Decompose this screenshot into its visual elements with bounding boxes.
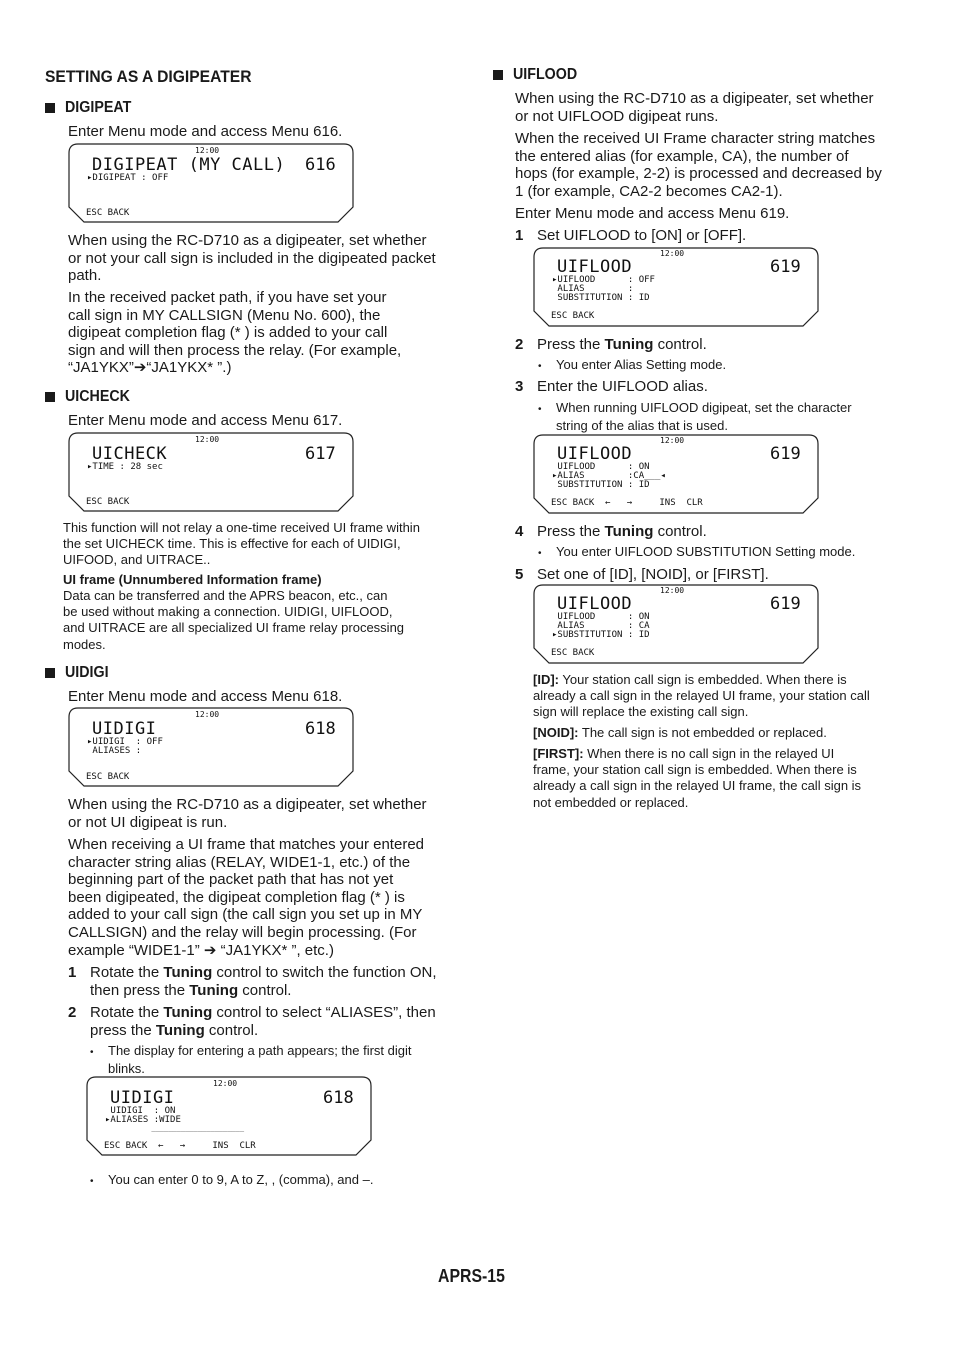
option-noid: [NOID]: The call sign is not embedded or replaced.: [533, 725, 827, 740]
square-bullet-icon: [45, 103, 55, 113]
uiflood-para2: When the received UI Frame character string matches the entered alias (for example, CA), the number of hops (for example, 2-2) is processed and decreased by 1 (for example, CA2-2 becomes CA2-1).: [515, 130, 882, 200]
heading-uiflood: UIFLOOD: [493, 66, 583, 84]
uidigi-step2-bullet: • The display for entering a path appears; the first digit blinks.: [90, 1043, 412, 1076]
option-first: [FIRST]: When there is no call sign in the relayed UI frame, your station call sign is embedded. When there is already a call sign in the relayed UI frame, the call sign is not embedded or replaced.: [533, 746, 862, 810]
lcd-uidigi: 12:00 UIDIGI 618 ▸UIDIGI : OFF ALIASES : ESC BACK: [68, 707, 354, 787]
uicheck-note: This function will not relay a one-time received UI frame within the set UICHECK time. This is effective for each of UIDIGI, UIFOOD, and UITRACE..: [63, 520, 420, 568]
uidigi-bullet-last: • You can enter 0 to 9, A to Z, , (comma), and –.: [90, 1172, 373, 1190]
lcd-uidigi-aliases: 12:00 UIDIGI 618 UIDIGI : ON ▸ALIASES :WIDE ______________________ ESC BACK ← → INS CLR: [86, 1076, 372, 1156]
square-bullet-icon: [45, 668, 55, 678]
uicheck-intro: Enter Menu mode and access Menu 617.: [68, 412, 343, 429]
uidigi-para2: When receiving a UI frame that matches your entered character string alias (RELAY, WIDE1-1, etc.) of the beginning part of the packet path that has not yet been digipeated, the digipeat completion flag (* ) is added to your call sign (the call sign you set up in MY CALLSIGN) and the relay will begin processing. (For example “WIDE1-1” ➔ “JA1YKX* ”, etc.): [68, 836, 425, 959]
uidigi-step1: 1 Rotate the Tuning control to switch the function ON, then press the Tuning control.: [68, 964, 437, 999]
uiflood-step2-bullet: • You enter Alias Setting mode.: [538, 357, 726, 375]
uiflood-step5: 5 Set one of [ID], [NOID], or [FIRST].: [515, 566, 769, 583]
uiflood-step3-bullet: • When running UIFLOOD digipeat, set the character string of the alias that is used.: [538, 400, 852, 433]
uiflood-step4: 4 Press the Tuning control.: [515, 523, 707, 540]
bullet-dot-icon: •: [538, 404, 542, 415]
bullet-dot-icon: •: [90, 1047, 94, 1058]
lcd-uiflood-2: 12:00 UIFLOOD 619 UIFLOOD : ON ▸ALIAS :CA___◂ SUBSTITUTION : ID ESC BACK ← → INS CLR: [533, 434, 819, 514]
uiflood-step4-bullet: • You enter UIFLOOD SUBSTITUTION Setting mode.: [538, 544, 855, 562]
uiflood-step3: 3 Enter the UIFLOOD alias.: [515, 378, 708, 395]
bullet-dot-icon: •: [90, 1176, 94, 1187]
uiflood-step1: 1 Set UIFLOOD to [ON] or [OFF].: [515, 227, 747, 244]
bullet-dot-icon: •: [538, 548, 542, 559]
uidigi-step2: 2 Rotate the Tuning control to select “ALIASES”, then press the Tuning control.: [68, 1004, 436, 1039]
digipeat-para1: When using the RC-D710 as a digipeater, set whether or not your call sign is included in the digipeated packet path.: [68, 232, 436, 285]
square-bullet-icon: [45, 392, 55, 402]
lcd-uicheck: 12:00 UICHECK 617 ▸TIME : 28 sec ESC BACK: [68, 432, 354, 512]
lcd-digipeat: 12:00 DIGIPEAT (MY CALL) 616 ▸DIGIPEAT : OFF ESC BACK: [68, 143, 354, 223]
ui-frame-definition-body: Data can be transferred and the APRS beacon, etc., can be used without making a connection. UIDIGI, UIFLOOD, and UITRACE are all specialized UI frame relay processing modes.: [63, 588, 405, 652]
bullet-dot-icon: •: [538, 361, 542, 372]
uidigi-intro: Enter Menu mode and access Menu 618.: [68, 688, 343, 705]
uiflood-para1: When using the RC-D710 as a digipeater, set whether or not UIFLOOD digipeat runs.: [515, 90, 874, 125]
heading-uidigi: UIDIGI: [45, 664, 112, 682]
option-id: [ID]: Your station call sign is embedded. When there is already a call sign in the relayed UI frame, your station call sign will replace the existing call sign.: [533, 672, 870, 720]
lcd-uiflood-1: 12:00 UIFLOOD 619 ▸UIFLOOD : OFF ALIAS : SUBSTITUTION : ID ESC BACK: [533, 247, 819, 327]
digipeat-intro: Enter Menu mode and access Menu 616.: [68, 123, 343, 140]
heading-uicheck: UICHECK: [45, 388, 136, 406]
ui-frame-definition-title: UI frame (Unnumbered Information frame): [63, 572, 322, 587]
page-number: APRS-15: [438, 1266, 505, 1286]
square-bullet-icon: [493, 70, 503, 80]
digipeat-para2: In the received packet path, if you have set your call sign in MY CALLSIGN (Menu No. 600), the digipeat completion flag (* ) is added to your call sign and will then process the relay. (For example, “JA1YKX”➔“JA1YKX* ”.): [68, 289, 402, 377]
section-title: SETTING AS A DIGIPEATER: [45, 67, 252, 86]
heading-digipeat: DIGIPEAT: [45, 99, 137, 117]
uiflood-step2: 2 Press the Tuning control.: [515, 336, 707, 353]
uidigi-para1: When using the RC-D710 as a digipeater, set whether or not UI digipeat is run.: [68, 796, 427, 831]
uiflood-intro: Enter Menu mode and access Menu 619.: [515, 205, 790, 222]
lcd-uiflood-3: 12:00 UIFLOOD 619 UIFLOOD : ON ALIAS : CA ▸SUBSTITUTION : ID ESC BACK: [533, 584, 819, 664]
